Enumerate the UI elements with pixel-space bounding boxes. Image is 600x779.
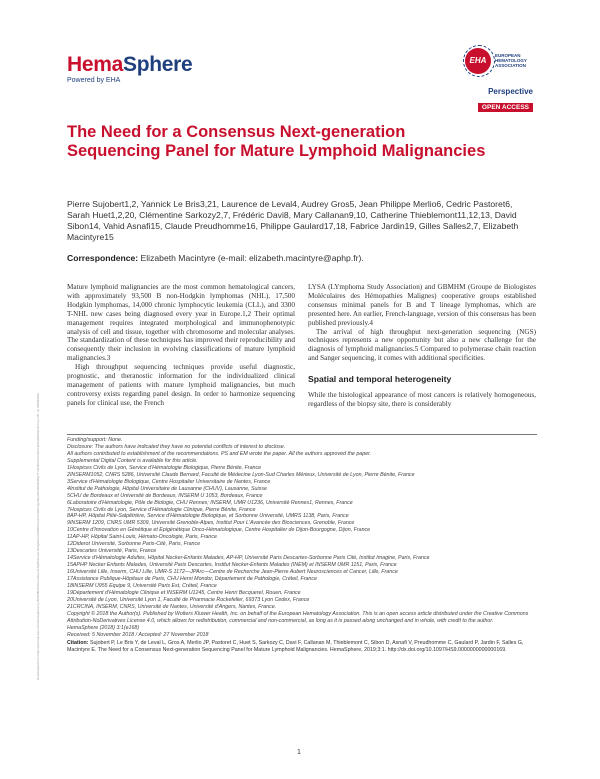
brand-part1: Hema [67,53,123,76]
section-heading: Spatial and temporal heterogeneity [308,374,452,385]
affiliation: 6Laboratoire d'Hématologie, Pôle de Biologie, CHU Rennes; INSERM, UMR U1236, Université Rennes1, Rennes, France [67,499,353,506]
page-number: 1 [297,749,301,756]
affiliation: 12Diderot Université, Sorbonne Paris-Cité, Paris, France [67,541,201,548]
affiliation: 16Université Lille, Inserm, CHU Lille, UMR-S 1172—JPArc—Centre de Recherche Jean-Pierre Aubert Neurosciences et Cancer, Lille, France [67,569,398,576]
citation-label: Citation: [67,639,89,646]
affiliation: 9INSERM 1209, CNRS UMR 5309, Université Grenoble-Alpes, Institut Pour L'Avancée des Biosciences, Grenoble, France [67,520,355,527]
right-column [308,283,536,409]
copyright-notice: Copyright © 2018 the Author(s). Published by Wolters Kluwer Health, Inc. on behalf of the European Hematology Association. This is an open access article distributed under the Creative Commons Attribution-NoDerivatives License 4.0, which allows for redistribution, commercial and non-commercial, as long as it is passed along unchanged and in whole, with credit to the author. [67,610,529,624]
affiliation: 21CRCINA, INSERM, CNRS, Université de Nantes, Université d'Angers, Nantes, France. [67,603,277,610]
footnote-line: Funding/support: None. [67,434,537,444]
affiliation: 1Hospices Civils de Lyon, Service d'Hématologie Biologique, Pierre Bénite, France [67,464,262,471]
affiliation: 19Département d'Hématologie Clinique et INSERM U1245, Centre Henri Becquerel, Rouen, France [67,589,301,596]
affiliation: 17Assistance Publique-Hôpitaux de Paris, CHU Henri Mondor, Département de Pathologie, Créteil, France [67,576,317,583]
affiliation: 10Centre d'Innovation en Génétique et Epigénétique Onco-Hématologique, Centre Hospitalier de Dijon-Bourgogne, Dijon, France [67,527,371,534]
body-paragraph: While the histological appearance of most cancers is relatively homogeneous, regardless of the biopsy site, there is considerably [308,391,536,408]
affiliation: 2INSERM1052, CNRS 5286, Université Claude Bernard, Faculté de Médecine Lyon-Sud Charles Mérieux, Université de Lyon, Pierre Bénite, France [67,471,415,478]
affiliation: 11AP-HP, Hôpital Saint-Louis, Hémato-Oncologie, Paris, France [67,534,217,541]
footnote-line: Supplemental Digital Content is available for this article. [67,457,198,464]
section-label: Perspective [488,87,533,96]
affiliation: 5CHU de Bordeaux et Université de Bordeaux, INSERM U 1053, Bordeaux, France [67,492,263,499]
footnotes [67,434,537,654]
left-column [67,283,295,408]
eha-badge-icon: EHA [465,48,491,74]
eha-logo[interactable] [465,48,535,76]
article-type-tag [478,87,533,114]
journal-ref: HemaSphere (2018) 3:1(e168) [67,624,140,631]
hemasphere-logo[interactable] [67,54,192,84]
affiliation: 20Université de Lyon, Université Lyon 1, Faculté de Pharmacie Rockefeller, 69373 Lyon Cedex, France [67,596,310,603]
citation-text[interactable]: Sujobert P, Le Bris Y, de Leval L, Gros A, Merlio JP, Pastoret C, Huet S, Sarkozy C, Davi F, Callanan M, Thieblemont C, Sibon D, Asnafi V, Preudhomme C, Gaulard P, Jardin F, Salles G, Macintyre E. The Need for a Consensus Next-generation Sequencing Panel for Mature Lymphoid Malignancies. HemaSphere, 2019;3:1. http://dx.doi.org/10.1097/HS9.0000000000000169. [67,639,524,653]
citation [67,640,537,654]
open-access-badge: OPEN ACCESS [478,103,533,112]
body-paragraph: Mature lymphoid malignancies are the most common hematological cancers, with approximately 93,500 B non-Hodgkin lymphomas (NHL), 17,500 Hodgkin lymphomas, 14,000 chronic lymphocytic leukemia (CLL), and 3300 T-NHL new cases being diagnosed every year in Europe.1,2 Their optimal management requires integrated morphological and immunophenotypic analysis of cell and tissue, together with chromosome and molecular analyses. The standardization of these techniques has improved their reproducibility and consequently their inclusion in evolving classifications of mature lymphoid malignancies.3 [67,283,295,363]
eha-name-line1: EUROPEAN [495,53,521,58]
affiliation: 15APHP Necker Enfants Malades, Université Paris Descartes, Institut Necker-Enfants Malades (INEM) et INSERM UMR 1151, Paris, France [67,562,397,569]
download-watermark [36,300,44,680]
affiliation: 4Institut de Pathologie, Hôpital Universitaire de Lausanne (CHUV), Lausanne, Suisse [67,485,267,492]
powered-by: Powered by EHA [67,77,121,84]
author-list: Pierre Sujobert1,2, Yannick Le Bris3,21, Laurence de Leval4, Audrey Gros5, Jean Philippe Merlio6, Cedric Pastoret6, Sarah Huet1,2,20, Clémentine Sarkozy2,7, Frédéric Davi8, Mary Callanan9,10, Catherine Thieblemont11,12,13, David Sibon14, Vahid Asnafi15, Claude Preudhomme16, Philippe Gaulard17,18, Fabrice Jardin19, Gilles Salles2,7, Elizabeth Macintyre15 [67,199,519,242]
affiliation: 14Service d'Hématologie Adultes, Hôpital Necker-Enfants Malades, AP-HP, Université Paris Descartes-Sorbonne Paris Cité, Institut Imagine, Paris, France [67,555,430,562]
affiliation: 8AP-HP, Hôpital Pitié-Salpêtrière, Service d'Hématologie Biologique, et Sorbonne Université, UMRS 1138, Paris, France [67,513,349,520]
affiliation: 18INSERM U955 Équipe 9, Université Paris Est, Créteil, France [67,583,217,590]
affiliation: 7Hospices Civils de Lyon, Service d'Hématologie Clinique, Pierre Bénite, France [67,506,256,513]
eha-name-line2: HEMATOLOGY [495,58,527,63]
article-title: The Need for a Consensus Next-generation Sequencing Panel for Mature Lymphoid Malignancies [67,123,486,160]
affiliation: 3Service d'Hématologie Biologique, Centre Hospitalier Universitaire de Nantes, France [67,478,271,485]
footnote-line: All authors contributed to establishment of the recommendations. PS and EM wrote the paper. All the authors approved the paper. [67,450,372,457]
eha-name [495,53,535,68]
correspondence-label: Correspondence: [67,253,139,263]
body-paragraph: The arrival of high throughput next-generation sequencing (NGS) techniques represents a new opportunity but also a new challenge for the diagnosis of lymphoid malignancies.5 Compared to polymerase chain reaction and Sanger sequencing, it comes with additional specificities. [308,327,536,363]
footnote-line: Disclosure: The authors have indicated they have no potential conflicts of interest to disclose. [67,443,286,450]
brand-part2: Sphere [123,53,193,76]
received-dates: Received: 5 November 2018 / Accepted: 27 November 2018 [67,631,209,638]
correspondence [67,253,537,263]
brand-name [67,54,192,76]
correspondence-text: Elizabeth Macintyre (e-mail: elizabeth.macintyre@aphp.fr). [138,253,364,263]
download-watermark-text: Downloaded from https://journals.lww.com/hemasphere by BhDMf5ePHKav1zEoum1tQfN4a+kJLhEZgbsIHo4XMi0hCywCX1AWnYQp/IlQrHD3i3D0OdRyi7TvSFl4Cf3VC4/OAVpDDa8KKGKV0Ymy+78= on 09/08/2023 [36,392,40,680]
body-paragraph: High throughput sequencing techniques provide useful diagnostic, prognostic, and theranostic information for the individualized clinical management of patients with mature lymphoid malignancies, but much controversy exists regarding panel design. In order to harmonize sequencing panels for clinical use, the French [67,363,295,407]
affiliation: 13Descartes Université, Paris, France [67,548,157,555]
eha-name-line3: ASSOCIATION [495,63,526,68]
body-paragraph: LYSA (LYmphoma Study Association) and GBMHM (Groupe de Biologistes Moléculaires des Hémopathies Malignes) cooperative groups established consensus minimal panels for B and T lineage lymphomas, which are presented here. An earlier, French-language, version of this consensus has been published previously.4 [308,283,536,327]
